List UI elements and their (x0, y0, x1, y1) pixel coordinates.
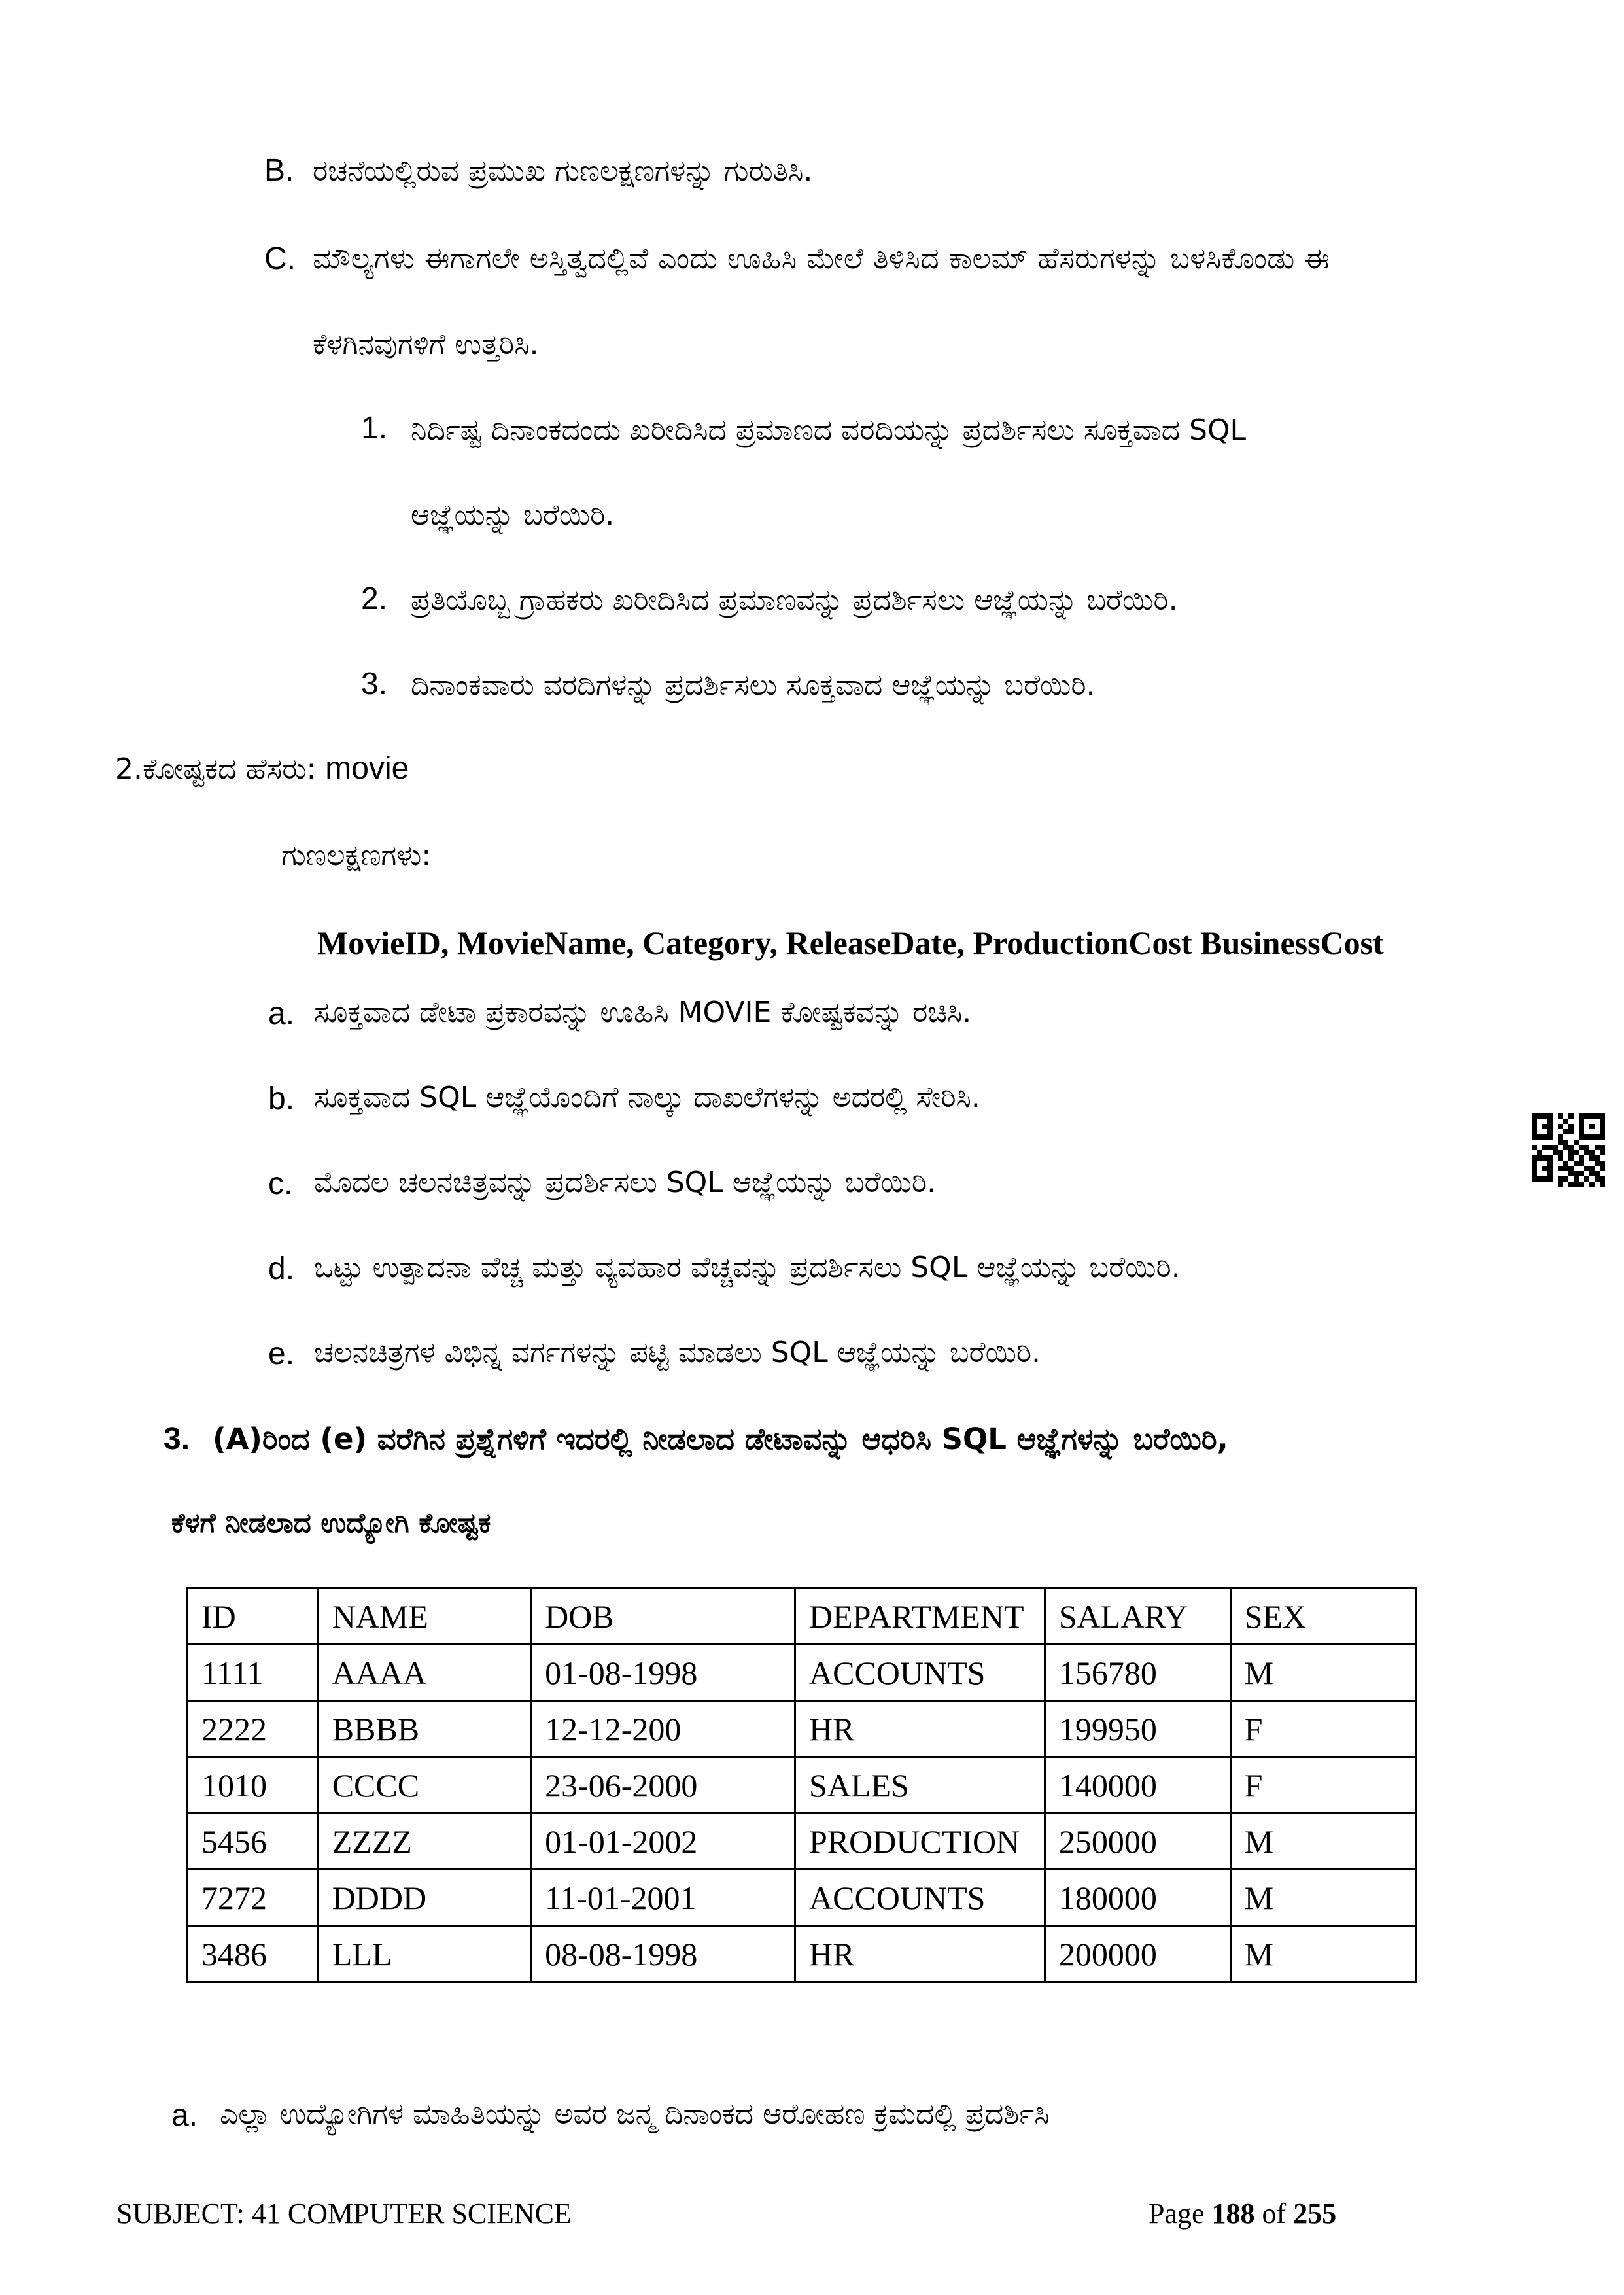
table-cell: BBBB (318, 1701, 530, 1757)
employee-table (186, 1587, 1417, 1983)
table-cell: 01-08-1998 (531, 1645, 795, 1701)
column-header: NAME (318, 1588, 530, 1645)
table-cell: 01-01-2002 (531, 1813, 795, 1870)
table-cell: LLL (318, 1926, 530, 1982)
column-header: SEX (1230, 1588, 1416, 1645)
q2-heading (115, 750, 409, 789)
table-cell: 180000 (1045, 1870, 1230, 1926)
table-cell: 3486 (188, 1926, 319, 1982)
table-row (188, 1701, 1417, 1757)
q2-heading-prefix: 2.ಕೋಷ್ಟಕದ ಹೆಸರು: (115, 752, 326, 786)
table-cell: 12-12-200 (531, 1701, 795, 1757)
q2-item-d-label: d. (268, 1252, 295, 1286)
table-cell: 2222 (188, 1701, 319, 1757)
q2-item-b-text: ಸೂಕ್ತವಾದ SQL ಆಜ್ಞೆಯೊಂದಿಗೆ ನಾಲ್ಕು ದಾಖಲೆಗಳನ್ನು ಅದರಲ್ಲಿ ಸೇರಿಸಿ. (314, 1081, 980, 1114)
table-row (188, 1645, 1417, 1701)
table-cell: F (1230, 1757, 1416, 1813)
table-cell: HR (795, 1926, 1045, 1982)
sub-item-1-line2: ಆಜ್ಞೆಯನ್ನು ಬರೆಯಿರಿ. (411, 499, 615, 532)
q2-attributes: MovieID, MovieName, Category, ReleaseDate, ProductionCost BusinessCost (317, 924, 1384, 961)
item-c-line2: ಕೆಳಗಿನವುಗಳಿಗೆ ಉತ್ತರಿಸಿ. (313, 328, 539, 361)
q2-item-a-label: a. (268, 996, 295, 1031)
item-c-line1-text: ಮೌಲ್ಯಗಳು ಈಗಾಗಲೇ ಅಸ್ತಿತ್ವದಲ್ಲಿವೆ ಎಂದು ಊಹಿಸಿ ಮೇಲೆ ತಿಳಿಸಿದ ಕಾಲಮ್ ಹೆಸರುಗಳನ್ನು ಬಳಸಿಕೊಂಡು ಈ (313, 242, 1330, 275)
table-header-row (188, 1588, 1417, 1645)
sub-item-1-line1: ನಿರ್ದಿಷ್ಟ ದಿನಾಂಕದಂದು ಖರೀದಿಸಿದ ಪ್ರಮಾಣದ ವರದಿಯನ್ನು ಪ್ರದರ್ಶಿಸಲು ಸೂಕ್ತವಾದ SQL (411, 413, 1247, 447)
q3-table-caption: ಕೆಳಗೆ ನೀಡಲಾದ ಉದ್ಯೋಗಿ ಕೋಷ್ಟಕ (171, 1507, 491, 1539)
item-c-line1 (313, 239, 1536, 279)
table-cell: 08-08-1998 (531, 1926, 795, 1982)
table-cell: 1111 (188, 1645, 319, 1701)
table-cell: M (1230, 1645, 1416, 1701)
table-cell: DDDD (318, 1870, 530, 1926)
table-cell: M (1230, 1870, 1416, 1926)
footer-page-indicator (1149, 2197, 1336, 2230)
sub-item-3-line1: ದಿನಾಂಕವಾರು ವರದಿಗಳನ್ನು ಪ್ರದರ್ಶಿಸಲು ಸೂಕ್ತವಾದ ಆಜ್ಞೆಯನ್ನು ಬರೆಯಿರಿ. (411, 669, 1096, 702)
table-cell: 200000 (1045, 1926, 1230, 1982)
sub-item-2-num: 2. (361, 582, 388, 616)
table-cell: SALES (795, 1757, 1045, 1813)
table-cell: 11-01-2001 (531, 1870, 795, 1926)
table-row (188, 1813, 1417, 1870)
qr-code-icon (1532, 1113, 1605, 1187)
table-cell: CCCC (318, 1757, 530, 1813)
item-c-label: C. (264, 241, 296, 276)
footer-page-word: Page (1149, 2198, 1212, 2230)
q2-attributes-label: ಗುಣಲಕ್ಷಣಗಳು: (281, 839, 432, 872)
footer-page-total: 255 (1293, 2198, 1337, 2230)
table-cell: ACCOUNTS (795, 1870, 1045, 1926)
q2-item-c-text: ಮೊದಲ ಚಲನಚಿತ್ರವನ್ನು ಪ್ರದರ್ಶಿಸಲು SQL ಆಜ್ಞೆಯನ್ನು ಬರೆಯಿರಿ. (314, 1166, 937, 1199)
footer-page-number: 188 (1211, 2198, 1255, 2230)
table-cell: M (1230, 1813, 1416, 1870)
table-cell: 140000 (1045, 1757, 1230, 1813)
table-cell: 156780 (1045, 1645, 1230, 1701)
q3-item-a-label: a. (171, 2098, 198, 2133)
table-cell: 5456 (188, 1813, 319, 1870)
sub-item-3-num: 3. (361, 667, 388, 701)
table-cell: PRODUCTION (795, 1813, 1045, 1870)
sub-item-2-line1: ಪ್ರತಿಯೊಬ್ಬ ಗ್ರಾಹಕರು ಖರೀದಿಸಿದ ಪ್ರಮಾಣವನ್ನು ಪ್ರದರ್ಶಿಸಲು ಆಜ್ಞೆಯನ್ನು ಬರೆಯಿರಿ. (411, 584, 1178, 617)
q2-table-name: movie (325, 751, 409, 786)
column-header: DOB (531, 1588, 795, 1645)
item-b-text: ರಚನೆಯಲ್ಲಿರುವ ಪ್ರಮುಖ ಗುಣಲಕ್ಷಣಗಳನ್ನು ಗುರುತಿಸಿ. (313, 154, 813, 188)
table-row (188, 1870, 1417, 1926)
q2-item-a-text: ಸೂಕ್ತವಾದ ಡೇಟಾ ಪ್ರಕಾರವನ್ನು ಊಹಿಸಿ MOVIE ಕೋಷ್ಟಕವನ್ನು ರಚಿಸಿ. (314, 996, 972, 1029)
q2-item-d-text: ಒಟ್ಟು ಉತ್ಪಾದನಾ ವೆಚ್ಚ ಮತ್ತು ವ್ಯವಹಾರ ವೆಚ್ಚವನ್ನು ಪ್ರದರ್ಶಿಸಲು SQL ಆಜ್ಞೆಯನ್ನು ಬರೆಯಿರಿ. (314, 1251, 1181, 1284)
table-cell: 250000 (1045, 1813, 1230, 1870)
column-header: ID (188, 1588, 319, 1645)
table-cell: M (1230, 1926, 1416, 1982)
sub-item-1-num: 1. (361, 411, 388, 446)
table-cell: ACCOUNTS (795, 1645, 1045, 1701)
table-cell: ZZZZ (318, 1813, 530, 1870)
q3-number: 3. (164, 1422, 190, 1456)
table-cell: F (1230, 1701, 1416, 1757)
table-row (188, 1757, 1417, 1813)
item-b-label: B. (264, 153, 294, 188)
column-header: SALARY (1045, 1588, 1230, 1645)
q3-item-a-text: ಎಲ್ಲಾ ಉದ್ಯೋಗಿಗಳ ಮಾಹಿತಿಯನ್ನು ಅವರ ಜನ್ಮ ದಿನಾಂಕದ ಆರೋಹಣ ಕ್ರಮದಲ್ಲಿ ಪ್ರದರ್ಶಿಸಿ (220, 2097, 1050, 2131)
table-row (188, 1926, 1417, 1982)
footer-of-word: of (1254, 2198, 1294, 2230)
q2-item-e-text: ಚಲನಚಿತ್ರಗಳ ವಿಭಿನ್ನ ವರ್ಗಗಳನ್ನು ಪಟ್ಟಿ ಮಾಡಲು SQL ಆಜ್ಞೆಯನ್ನು ಬರೆಯಿರಿ. (314, 1336, 1041, 1369)
table-cell: 23-06-2000 (531, 1757, 795, 1813)
table-cell: 199950 (1045, 1701, 1230, 1757)
table-cell: HR (795, 1701, 1045, 1757)
q2-item-c-label: c. (268, 1166, 293, 1201)
q2-item-b-label: b. (268, 1081, 295, 1116)
footer-subject: SUBJECT: 41 COMPUTER SCIENCE (116, 2198, 572, 2230)
q2-item-e-label: e. (268, 1337, 295, 1371)
table-cell: 1010 (188, 1757, 319, 1813)
table-cell: AAAA (318, 1645, 530, 1701)
q3-heading: (A)ರಿಂದ (e) ವರೆಗಿನ ಪ್ರಶ್ನೆಗಳಿಗೆ ಇದರಲ್ಲಿ ನೀಡಲಾದ ಡೇಟಾವನ್ನು ಆಧರಿಸಿ SQL ಆಜ್ಞೆಗಳನ್ನು ಬರೆಯಿರಿ, (213, 1422, 1228, 1456)
column-header: DEPARTMENT (795, 1588, 1045, 1645)
table-cell: 7272 (188, 1870, 319, 1926)
